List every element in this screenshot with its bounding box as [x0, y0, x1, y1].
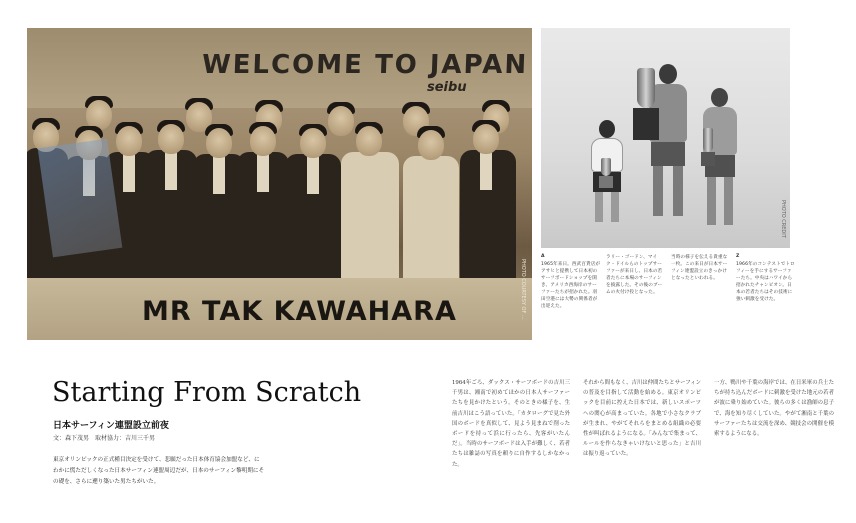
- trophy-photo: [541, 28, 790, 248]
- photo-credit: PHOTO COURTESY OF ...: [520, 259, 526, 320]
- light-flare: [38, 139, 123, 258]
- photo-caption: [541, 253, 601, 310]
- caption-number: A: [541, 254, 545, 259]
- caption-text: ラリー・ゴードン、マイク・ドイルらのトップサーファーが来日し、日本の若者たちに本場のサーフィンを披露した。その後のブームの火付け役となった。: [606, 255, 663, 295]
- body-column: 1964年ごろ、ダックス・サーフボードの吉川三千男は、湘南で初めてほかの日本人サーファーたちを見かけたという。そのときの様子を、生前吉川はこう語っていた。「カタローグで見た外国のボードを真似して、見よう見まねで削ったボードを持って浜に行ったら、先客がいたんだ」。当時のサーフボードは入手が難しく、若者たちは雑誌の写真を頼りに自作するしかなかった。: [452, 380, 570, 468]
- sponsor-logo-text: seibu: [427, 80, 467, 95]
- photo-caption: [671, 253, 731, 282]
- caption-text: 1965年来日。西武百貨店がアサヒと提携して日本初のサーフボードショップを開き、アメリカ西海岸のサーファーたちが招かれた。羽田空港には大勢の関係者が出迎えた。: [541, 262, 601, 309]
- photo-credit: PHOTO CREDIT: [780, 200, 786, 238]
- name-banner-text: MR TAK KAWAHARA: [142, 296, 457, 327]
- caption-text: 1966年のコンテストでトロフィーを手にするサーファーたち。中央はハワイから招かれたチャンピオン。日本の若者たちはその技術に強い刺激を受けた。: [736, 262, 795, 302]
- body-column: 一方、鴨川や千葉の海岸では、在日米軍の兵士たちが持ち込んだボードに刺激を受けた地元の若者が波に乗り始めていた。彼らの多くは漁師の息子で、海を知り尽くしていた。やがて湘南と千葉のサーファーたちは交流を深め、競技会の開催を模索するようになる。: [714, 380, 834, 438]
- photo-caption: [606, 253, 666, 296]
- article-subtitle: 日本サーフィン連盟設立前夜: [53, 421, 169, 431]
- caption-number: Z: [736, 254, 740, 259]
- welcome-photo: [27, 28, 532, 340]
- article-title: Starting From Scratch: [52, 377, 362, 408]
- welcome-banner-text: WELCOME TO JAPAN: [201, 50, 529, 80]
- photo-caption: [736, 253, 796, 303]
- article-lead: 東京オリンピックの正式種目決定を受けて、悲願だった日本体育協会加盟など、にわかに慌ただしくなった日本サーフィン連盟周辺だが、日本のサーフィン黎明期にその礎を、さらに遡り築いた男たちがいた。: [53, 457, 265, 485]
- caption-text: 当時の様子を伝える貴重な一枚。この来日が日本サーフィン連盟設立のきっかけとなったといわれる。: [671, 255, 728, 281]
- body-column: それから間もなく、吉川は仲間たちとサーフィンの普及を目指して活動を始める。東京オリンピックを目前に控えた日本では、新しいスポーツへの関心が高まっていた。各地で小さなクラブが生まれ、やがてそれらをまとめる組織の必要性が叫ばれるようになる。「みんなで集まって、ルールを作らなきゃいけないと思った」と吉川は振り返っていた。: [583, 380, 701, 458]
- article-byline: 文：森下茂男 取材協力：吉川三千男: [53, 435, 156, 442]
